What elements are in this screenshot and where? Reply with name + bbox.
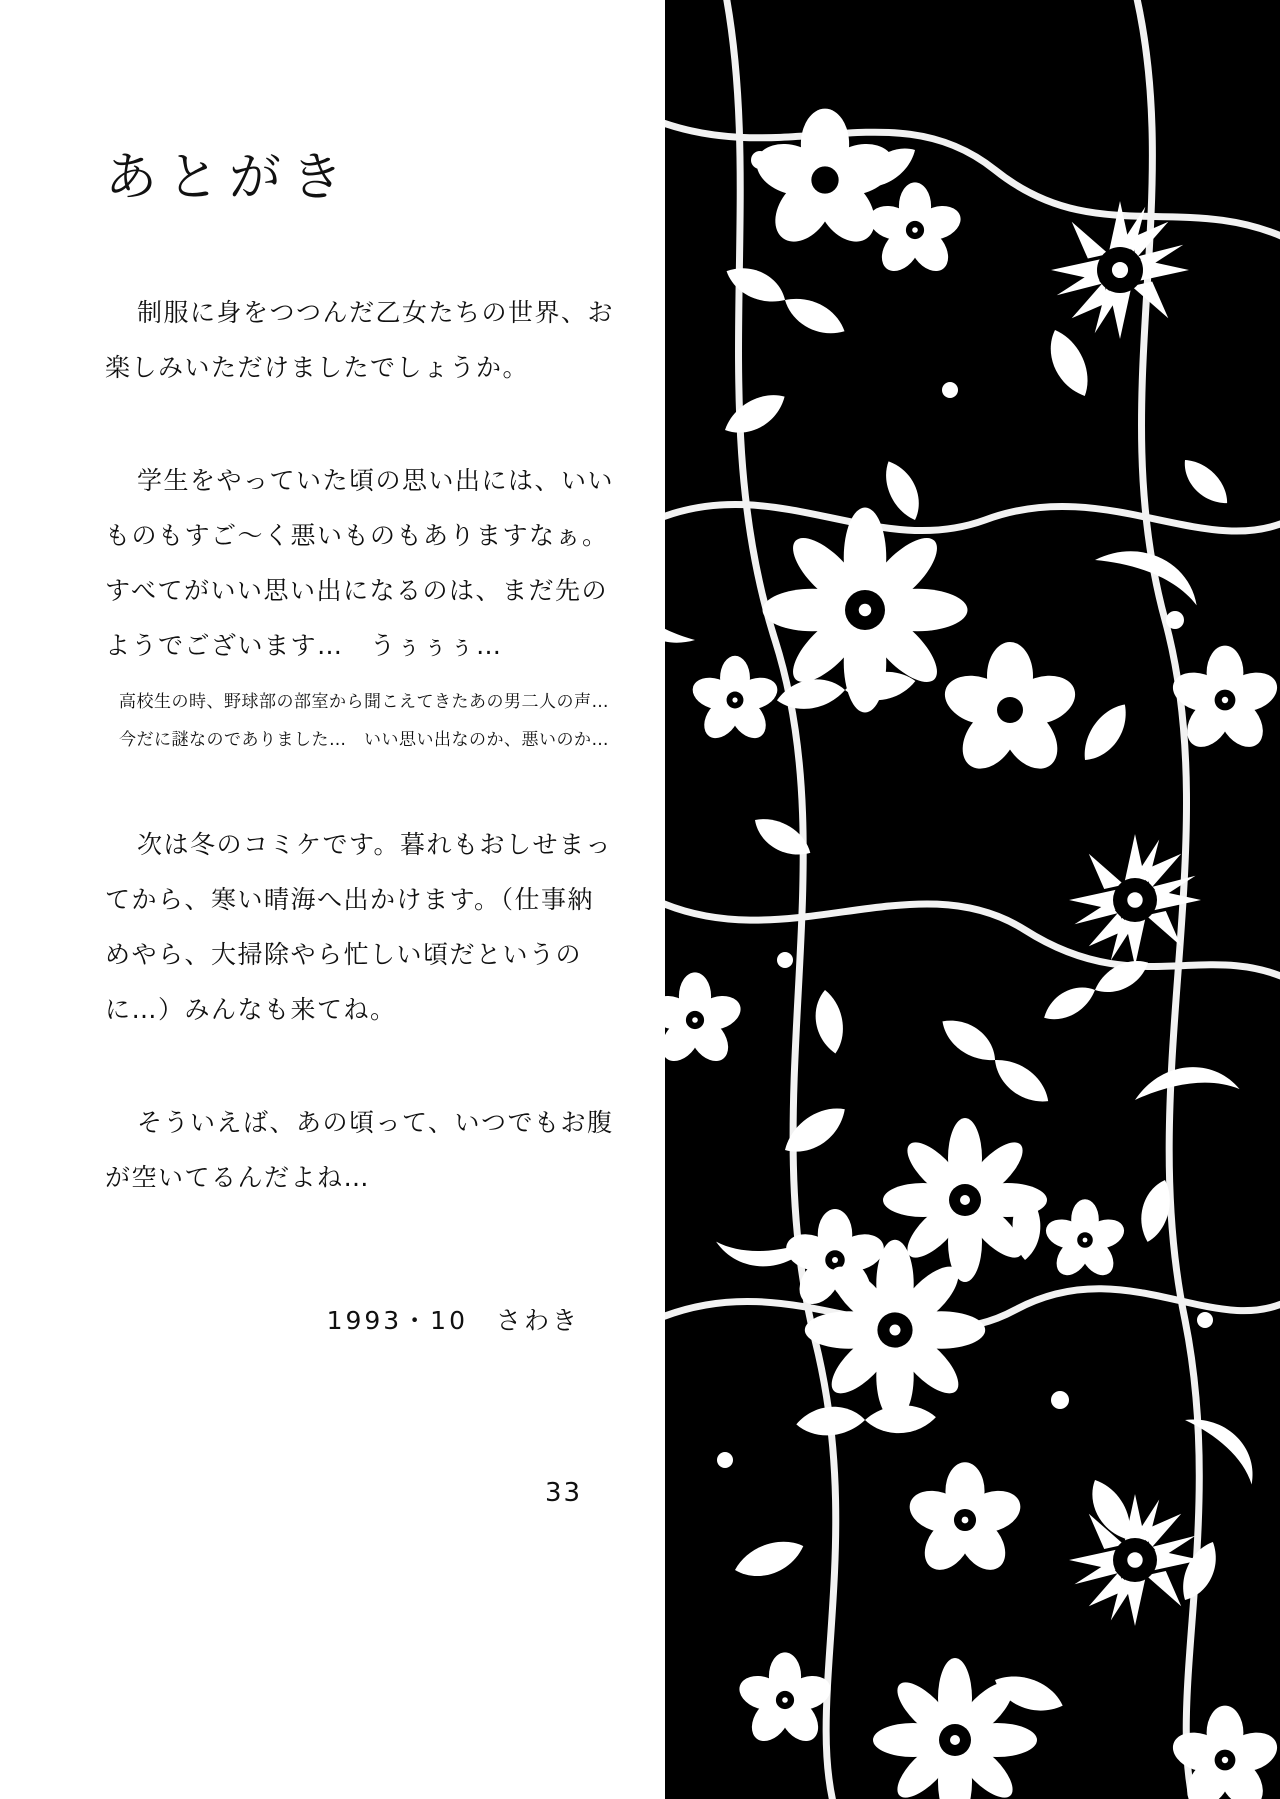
- page-number: 33: [545, 1478, 583, 1508]
- paragraph-3: 次は冬のコミケです。暮れもおしせまってから、寒い晴海へ出かけます。（仕事納めやら、大掃除やら忙しい頃だというのに…）みんなも来てね。: [105, 830, 613, 1025]
- floral-woodcut-illustration: [665, 0, 1280, 1799]
- signature: 1993・10 さわき: [326, 1306, 580, 1336]
- page-title: あとがき: [105, 148, 354, 208]
- paragraph-1: 制服に身をつつんだ乙女たちの世界、お楽しみいただけましたでしょうか。: [105, 298, 615, 383]
- paragraph-4: そういえば、あの頃って、いつでもお腹が空いてるんだよね…: [105, 1108, 614, 1193]
- small-note: 高校生の時、野球部の部室から聞こえてきたあの男二人の声… 今だに謎なのでありました… いい思い出なのか、悪いのか…: [119, 692, 627, 751]
- floral-pattern-icon: [665, 0, 1280, 1799]
- paragraph-2: 学生をやっていた頃の思い出には、いいものもすご〜く悪いものもありますなぁ。すべてがいい思い出になるのは、まだ先のようでございます… うぅぅぅ…: [105, 466, 615, 661]
